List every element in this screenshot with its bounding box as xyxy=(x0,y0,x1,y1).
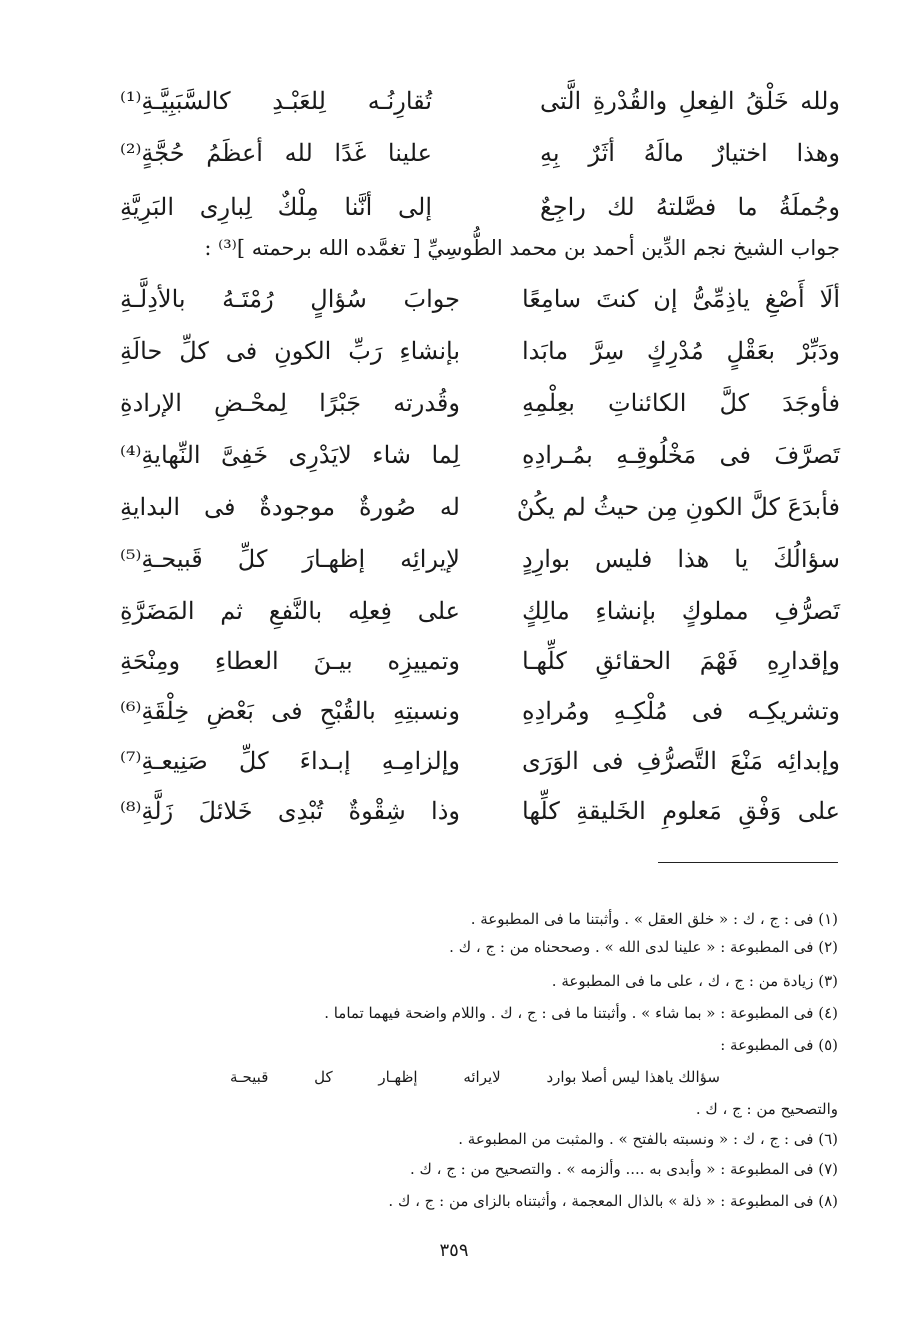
verse-line xyxy=(120,638,840,684)
second-hemistich: وتمييزِه بيـنَ العطاءِ ومِنْحَةِ xyxy=(120,647,460,675)
first-hemistich: ولله خَلْقُ الفِعلِ والقُدْرةِ الَّتى xyxy=(540,87,840,115)
first-hemistich: على وَفْقِ مَعلومِ الخَليقةِ كلِّها xyxy=(522,797,840,825)
quoted-word: لايرائه xyxy=(463,1068,501,1086)
verse-line xyxy=(120,276,840,322)
second-hemistich: إلى أنَّنا مِلْكٌ لِبارِى البَرِيَّةِ xyxy=(120,193,432,221)
first-hemistich: فأبدَعَ كلَّ الكونِ مِن حيثُ لم يكُنْ xyxy=(516,493,840,521)
footnote-separator xyxy=(658,862,838,863)
verse-line xyxy=(120,688,840,734)
quoted-word: إظهـار xyxy=(378,1068,418,1086)
verse-line xyxy=(120,328,840,374)
second-hemistich: على فِعلِه بالنَّفعِ ثم المَضَرَّةِ xyxy=(120,597,460,625)
section-heading: جواب الشيخ نجم الدِّين أحمد بن محمد الطُّوسِيِّ [ تغمَّده الله برحمته ]⁽³⁾ : xyxy=(204,236,840,260)
first-hemistich: وهذا اختيارٌ مالَهُ أثَرٌ بِهِ xyxy=(540,139,840,167)
first-hemistich: وجُملَةُ ما فصَّلتهُ لك راجِعٌ xyxy=(540,193,840,221)
first-hemistich: ودَبِّرْ بعَقْلٍ مُدْرِكٍ سِرَّ مابَدا xyxy=(522,337,840,365)
verse-line xyxy=(120,588,840,634)
footnote: (٧) فى المطبوعة : « وأبدى به .... وألزمه » . والتصحيح من : ج ، ك . xyxy=(409,1160,838,1178)
verse-line xyxy=(120,380,840,426)
verse-line xyxy=(120,78,840,124)
footnote: (٥) فى المطبوعة : xyxy=(720,1036,838,1054)
second-hemistich: له صُورةٌ موجودةٌ فى البدايةِ xyxy=(120,493,460,521)
footnote: (١) فى : ج ، ك : « خلق العقل » . وأثبتنا ما فى المطبوعة . xyxy=(470,910,838,928)
first-hemistich: ألَا أَصْغِ ياذِمِّىُّ إن كنتَ سامِعًا xyxy=(522,285,840,313)
first-hemistich: فأوجَدَ كلَّ الكائناتِ بعِلْمِهِ xyxy=(522,389,840,417)
first-hemistich: وتشريكِـه فى مُلْكِـهِ ومُرادِهِ xyxy=(522,697,840,725)
footnote: والتصحيح من : ج ، ك . xyxy=(695,1100,838,1118)
quoted-word: كل xyxy=(314,1068,333,1086)
verse-line xyxy=(120,738,840,784)
second-hemistich: تُقارِنُـه لِلعَبْـدِ كالسَّبَبِيَّـةِ⁽¹⁾ xyxy=(120,87,432,115)
footnote: (٢) فى المطبوعة : « علينا لدى الله » . وصححناه من : ج ، ك . xyxy=(449,938,838,956)
second-hemistich: وإلزامِـهِ إبـداءَ كلِّ صَنِيعـةِ⁽⁷⁾ xyxy=(120,747,460,775)
quoted-word: قبيحـة xyxy=(230,1068,269,1086)
first-hemistich: سؤالُكَ يا هذا فليس بوارِدٍ xyxy=(522,545,840,573)
verse-line xyxy=(120,130,840,176)
second-hemistich: وذا شِقْوةٌ تُبْدِى خَلائلَ زَلَّةِ⁽⁸⁾ xyxy=(120,797,460,825)
second-hemistich: وقُدرته جَبْرًا لِمحْـضِ الإرادةِ xyxy=(120,389,460,417)
second-hemistich: جوابَ سُؤالٍ رُمْتَـهُ بالأدِلَّـةِ xyxy=(120,285,460,313)
quoted-first-hemistich: سؤالك ياهذا ليس أصلا بوارد xyxy=(546,1068,720,1086)
verse-line xyxy=(120,484,840,530)
second-hemistich: ونسبتِهِ بالقُبْحِ فى بَعْضِ خِلْقَةِ⁽⁶⁾ xyxy=(120,697,460,725)
verse-line xyxy=(120,184,840,230)
first-hemistich: وإقدارِهِ فَهْمَ الحقائقِ كلِّهـا xyxy=(522,647,840,675)
second-hemistich: لِما شاء لايَدْرِى خَفِىَّ النِّهايةِ⁽⁴⁾ xyxy=(120,441,460,469)
footnote-quoted-verse xyxy=(230,1064,720,1090)
second-hemistich: بإنشاءِ رَبِّ الكونِ فى كلِّ حالَةِ xyxy=(120,337,460,365)
page-number: ٣٥٩ xyxy=(439,1240,469,1261)
footnote: (٨) فى المطبوعة : « ذلة » بالذال المعجمة ، وأثبتناه بالزاى من : ج ، ك . xyxy=(388,1192,838,1210)
first-hemistich: تَصرَّفَ فى مَخْلُوقِـهِ بمُـرادِهِ xyxy=(522,441,840,469)
first-hemistich: وإبدائِه مَنْعَ التَّصرُّفِ فى الوَرَى xyxy=(522,747,840,775)
second-hemistich: علينا غَدًا لله أعظَمُ حُجَّةٍ⁽²⁾ xyxy=(120,139,432,167)
verse-line xyxy=(120,788,840,834)
footnote: (٦) فى : ج ، ك : « ونسبته بالفتح » . والمثبت من المطبوعة . xyxy=(458,1130,838,1148)
footnote: (٤) فى المطبوعة : « بما شاء » . وأثبتنا ما فى : ج ، ك . واللام واضحة فيهما تماما . xyxy=(324,1004,838,1022)
first-hemistich: تَصرُّفِ مملوكٍ بإنشاءِ مالِكٍ xyxy=(522,597,840,625)
second-hemistich: لإيرائِه إظهـارَ كلِّ قَبيحـةِ⁽⁵⁾ xyxy=(120,545,460,573)
verse-line xyxy=(120,536,840,582)
footnote: (٣) زيادة من : ج ، ك ، على ما فى المطبوعة . xyxy=(551,972,838,990)
verse-line xyxy=(120,432,840,478)
